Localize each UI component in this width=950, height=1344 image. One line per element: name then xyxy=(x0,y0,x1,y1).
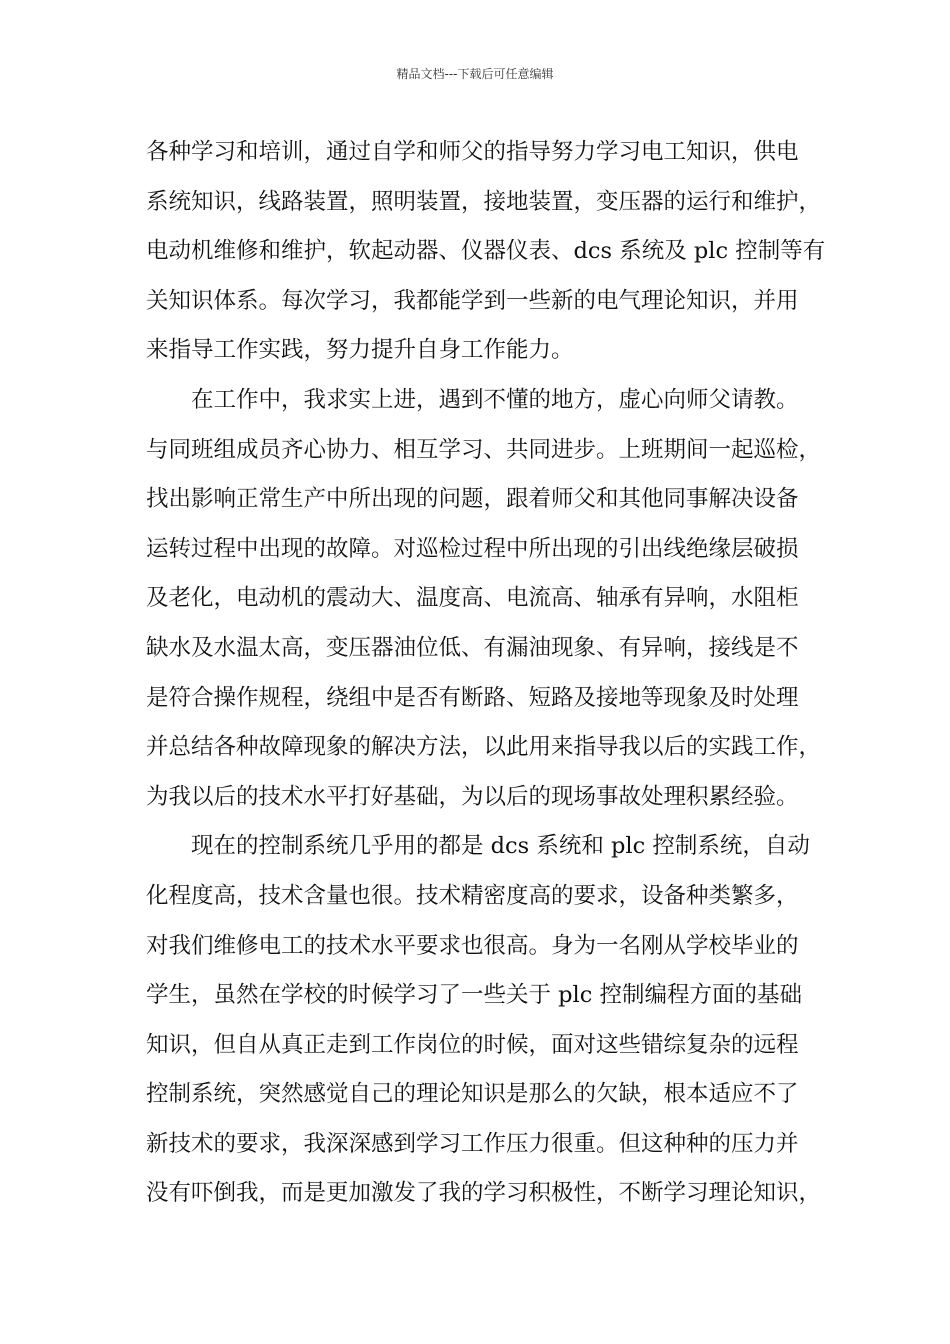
text-line: 电动机维修和维护，软起动器、仪器仪表、dcs 系统及 plc 控制等有 xyxy=(146,238,826,265)
text-line: 并总结各种故障现象的解决方法，以此用来指导我以后的实践工作， xyxy=(146,734,822,761)
paragraph-first-line: 在工作中，我求实上进，遇到不懂的地方，虚心向师父请教。 xyxy=(191,386,799,413)
text-line: 新技术的要求，我深深感到学习工作压力很重。但这种种的压力并 xyxy=(146,1130,799,1157)
text-line: 及老化，电动机的震动大、温度高、电流高、轴承有异响，水阻柜 xyxy=(146,585,799,612)
text-line: 学生，虽然在学校的时候学习了一些关于 plc 控制编程方面的基础 xyxy=(146,982,803,1009)
text-line: 对我们维修电工的技术水平要求也很高。身为一名刚从学校毕业的 xyxy=(146,932,799,959)
text-line: 各种学习和培训，通过自学和师父的指导努力学习电工知识，供电 xyxy=(146,139,799,165)
text-line: 与同班组成员齐心协力、相互学习、共同进步。上班期间一起巡检， xyxy=(146,436,822,463)
document-body xyxy=(146,128,828,1219)
text-line: 没有吓倒我，而是更加激发了我的学习积极性，不断学习理论知识， xyxy=(146,1180,822,1207)
text-line: 知识，但自从真正走到工作岗位的时候，面对这些错综复杂的远程 xyxy=(146,1031,799,1058)
text-line: 为我以后的技术水平打好基础，为以后的现场事故处理积累经验。 xyxy=(146,783,799,810)
text-line: 系统知识，线路装置，照明装置，接地装置，变压器的运行和维护， xyxy=(146,188,822,215)
text-line: 来指导工作实践，努力提升自身工作能力。 xyxy=(146,337,574,364)
text-line: 是符合操作规程，绕组中是否有断路、短路及接地等现象及时处理 xyxy=(146,684,799,711)
page-header: 精品文档---下载后可任意编辑 xyxy=(396,67,554,81)
paragraph-first-line: 现在的控制系统几乎用的都是 dcs 系统和 plc 控制系统，自动 xyxy=(191,833,810,860)
text-line: 缺水及水温太高，变压器油位低、有漏油现象、有异响，接线是不 xyxy=(146,634,799,661)
text-line: 关知识体系。每次学习，我都能学到一些新的电气理论知识，并用 xyxy=(146,287,799,314)
text-line: 找出影响正常生产中所出现的问题，跟着师父和其他同事解决设备 xyxy=(146,486,799,513)
text-line: 化程度高，技术含量也很。技术精密度高的要求，设备种类繁多， xyxy=(146,882,799,909)
text-line: 运转过程中出现的故障。对巡检过程中所出现的引出线绝缘层破损 xyxy=(146,535,799,562)
text-line: 控制系统，突然感觉自己的理论知识是那么的欠缺，根本适应不了 xyxy=(146,1081,799,1108)
